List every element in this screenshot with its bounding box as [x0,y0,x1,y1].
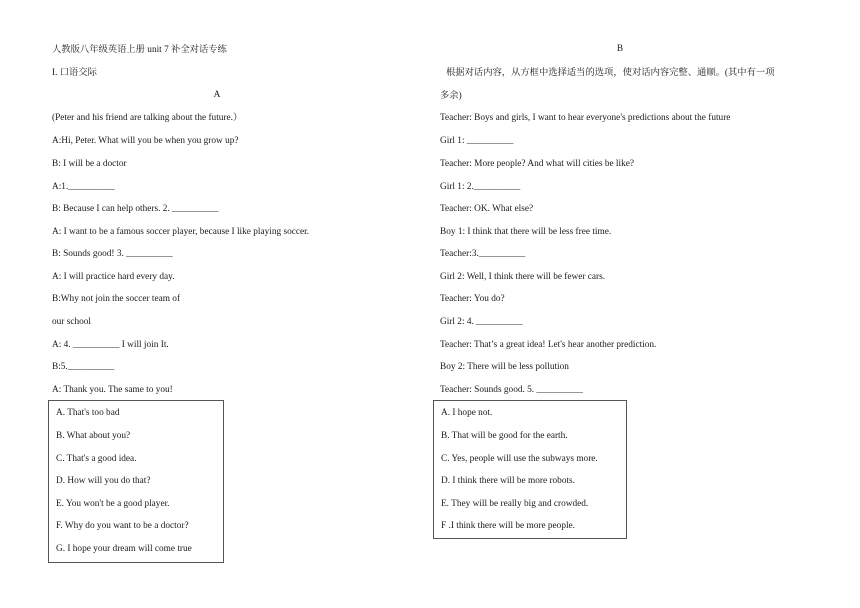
section-title: I. 口语交际 [52,68,97,78]
dialogue-line: Girl 1: __________ [440,136,514,146]
option-item: F .I think there will be more people. [441,521,575,531]
dialogue-line: Teacher: Sounds good. 5. __________ [440,385,583,395]
dialogue-line: Teacher:3.__________ [440,249,526,259]
option-item: G. I hope your dream will come true [56,544,192,554]
option-item: C. Yes, people will use the subways more. [441,454,598,464]
dialogue-line: A:1.__________ [52,182,115,192]
option-item: B. That will be good for the earth. [441,431,568,441]
option-item: E. They will be really big and crowded. [441,499,589,509]
dialogue-line: Boy 2: There will be less pollution [440,362,569,372]
dialogue-line: Teacher: That’s a great idea! Let's hear another prediction. [440,340,657,350]
part-b-instruction: 根据对话内容，从方框中选择适当的选项，使对话内容完整、通顺。(其中有一项 [446,68,775,78]
dialogue-line: B:Why not join the soccer team of [52,294,181,304]
dialogue-line: Boy 1: I think that there will be less free time. [440,227,612,237]
option-item: A. That's too bad [56,408,120,418]
part-a-label: A [213,90,221,100]
option-item: C. That's a good idea. [56,454,137,464]
option-item: D. How will you do that? [56,476,151,486]
dialogue-line: Teacher: Boys and girls, I want to hear everyone's predictions about the future [440,113,731,123]
dialogue-line: Teacher: More people? And what will cities be like? [440,159,634,169]
dialogue-line: Girl 2: Well, I think there will be fewer cars. [440,272,606,282]
dialogue-line: Girl 1: 2.__________ [440,182,521,192]
dialogue-line: B:5.__________ [52,362,115,372]
option-item: B. What about you? [56,431,131,441]
part-a-intro: (Peter and his friend are talking about the future.） [52,113,243,123]
option-item: F. Why do you want to be a doctor? [56,521,189,531]
dialogue-line: A: Thank you. The same to you! [52,385,173,395]
option-item: A. I hope not. [441,408,493,418]
option-item: D. I think there will be more robots. [441,476,576,486]
dialogue-line: A: 4. __________ I will join It. [52,340,169,350]
dialogue-line: A: I want to be a famous soccer player, because I like playing soccer. [52,227,309,237]
dialogue-line: A:Hi, Peter. What will you be when you grow up? [52,136,239,146]
dialogue-line: B: Sounds good! 3. __________ [52,249,173,259]
options-box-b [433,400,627,539]
option-item: E. You won't be a good player. [56,499,170,509]
dialogue-line: B: Because I can help others. 2. __________ [52,204,219,214]
dialogue-line: Girl 2: 4. __________ [440,317,523,327]
document-title: 人教版八年级英语上册 unit 7 补全对话专练 [52,45,227,55]
part-b-instruction-cont: 多余) [440,91,462,101]
dialogue-line: B: I will be a doctor [52,159,127,169]
dialogue-line: our school [52,317,91,327]
dialogue-line: Teacher: OK. What else? [440,204,534,214]
dialogue-line: A: I will practice hard every day. [52,272,175,282]
options-box-a [48,400,224,563]
part-b-label: B [616,44,624,54]
dialogue-line: Teacher: You do? [440,294,505,304]
